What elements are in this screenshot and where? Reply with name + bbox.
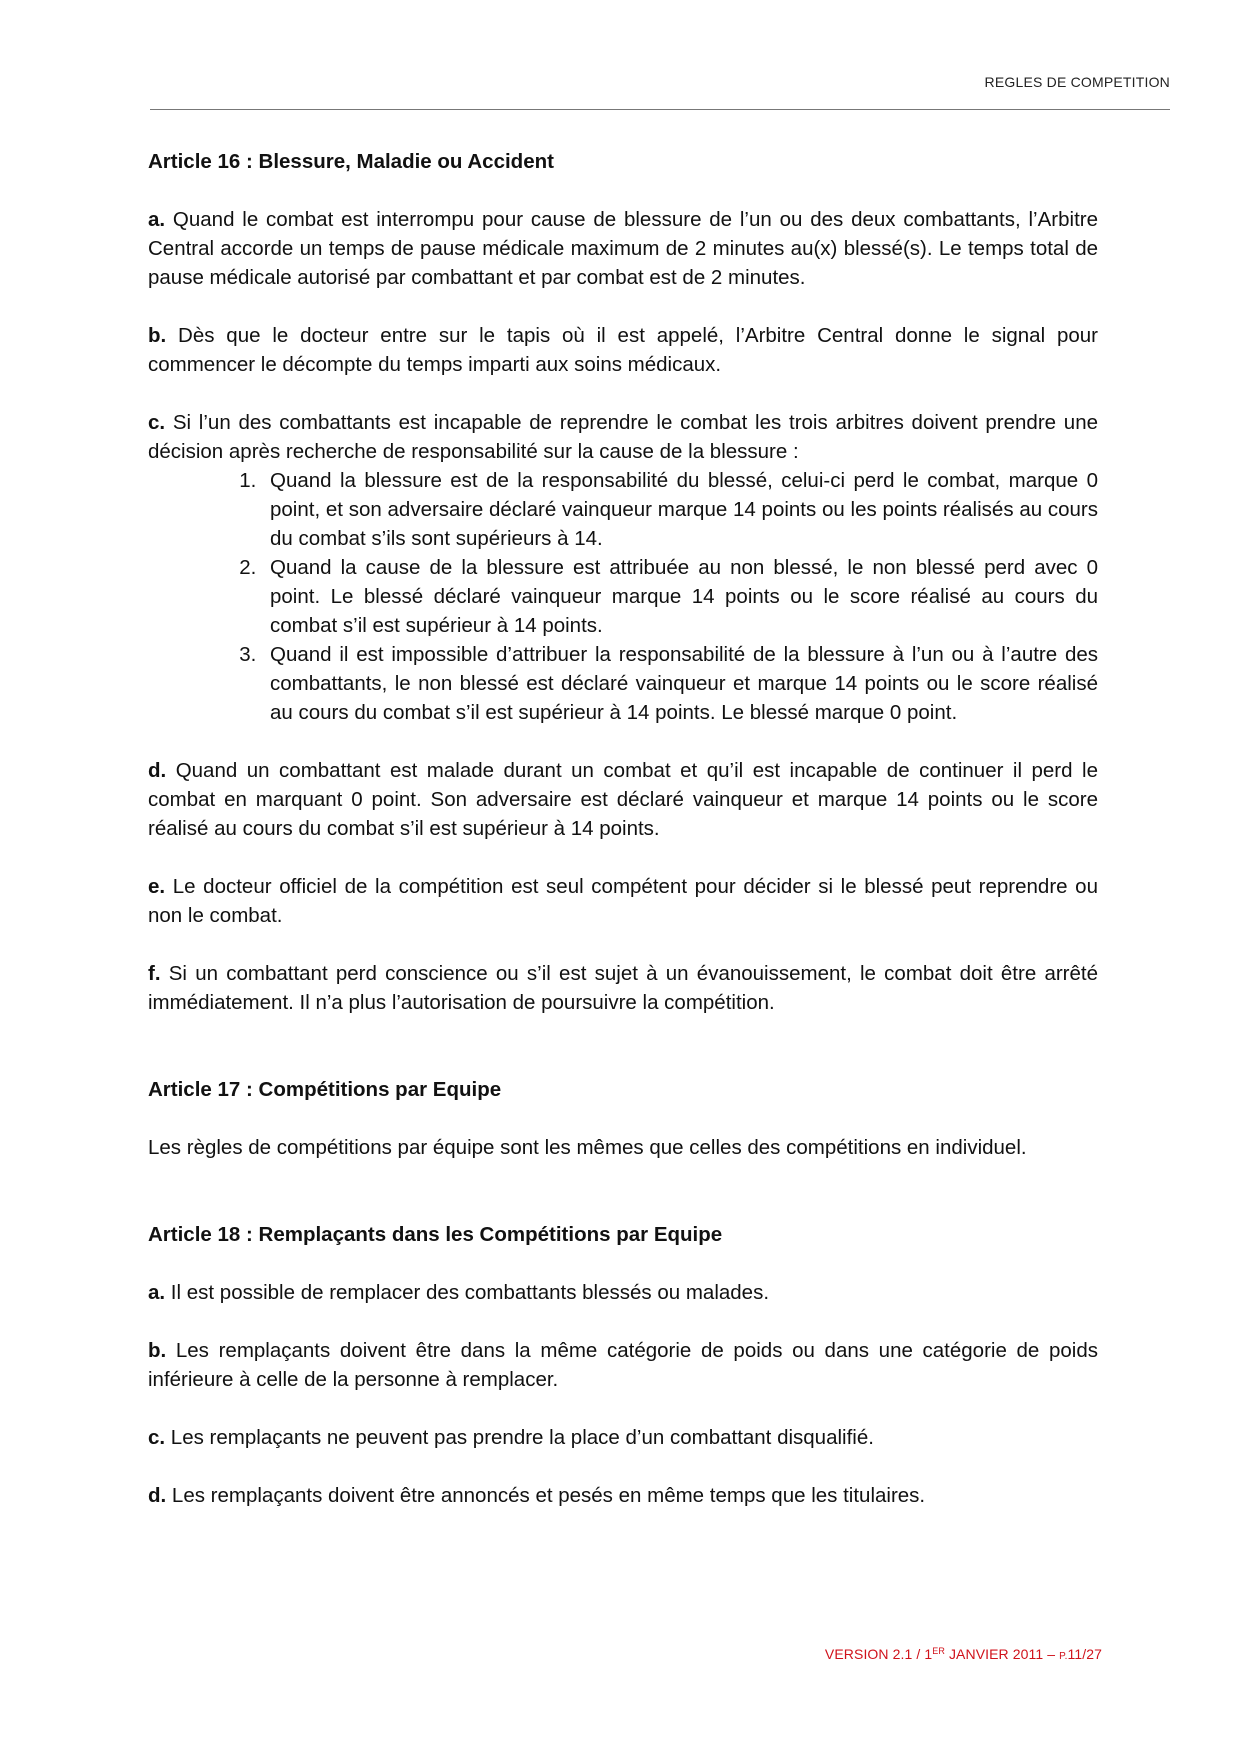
article-18-a [148, 1278, 1098, 1307]
article-16-f-label: f. [148, 962, 161, 985]
article-16-a [148, 205, 1098, 292]
article-16-f [148, 959, 1098, 1017]
article-16-a-text: Quand le combat est interrompu pour cause de blessure de l’un ou des deux combattants, l’Arbitre Central accorde un temps de pause médicale maximum de 2 minutes au(x) blessé(s). Le temps total de pause médicale autorisé par combattant et par combat est de 2 minutes. [148, 208, 1098, 289]
article-18-b [148, 1336, 1098, 1394]
article-16-d-text: Quand un combattant est malade durant un combat et qu’il est incapable de continuer il perd le combat en marquant 0 point. Son adversaire est déclaré vainqueur et marque 14 points ou le score réalisé au cours du combat s’il est supérieur à 14 points. [148, 759, 1098, 840]
footer-ordinal: ER [932, 1646, 945, 1656]
article-18-b-label: b. [148, 1339, 167, 1362]
article-18-d-label: d. [148, 1484, 167, 1507]
list-item: 2. Quand la cause de la blessure est attribuée au non blessé, le non blessé perd avec 0 point. Le blessé déclaré vainqueur marque 14 points ou le score réalisé au cours du combat s’il est supérieur à 14 points. [262, 553, 1098, 640]
article-16-title: Article 16 : Blessure, Maladie ou Accident [148, 150, 554, 173]
article-16-a-label: a. [148, 208, 166, 231]
article-16-c-label: c. [148, 411, 166, 434]
article-18-c-text: Les remplaçants ne peuvent pas prendre la place d’un combattant disqualifié. [165, 1426, 874, 1449]
running-header: REGLES DE COMPETITION [984, 74, 1170, 90]
article-18-a-text: Il est possible de remplacer des combattants blessés ou malades. [165, 1281, 770, 1304]
header-rule [150, 109, 1170, 110]
article-18-c-label: c. [148, 1426, 166, 1449]
article-16-b-text: Dès que le docteur entre sur le tapis où il est appelé, l’Arbitre Central donne le signal pour commencer le décompte du temps imparti aux soins médicaux. [148, 324, 1098, 376]
page-footer [150, 1646, 1102, 1662]
article-17-title: Article 17 : Compétitions par Equipe [148, 1078, 502, 1101]
article-16-d-label: d. [148, 759, 167, 782]
article-18-d [148, 1481, 1098, 1510]
footer-date: JANVIER 2011 – [944, 1646, 1060, 1662]
article-16-d [148, 756, 1098, 843]
article-18-d-text: Les remplaçants doivent être annoncés et pesés en même temps que les titulaires. [166, 1484, 926, 1507]
list-item: 1. Quand la blessure est de la responsabilité du blessé, celui-ci perd le combat, marque 0 point, et son adversaire déclaré vainqueur marque 14 points ou les points réalisés au cours du combat s’ils sont supérieurs à 14. [262, 466, 1098, 553]
article-16-c-list [148, 466, 1098, 727]
article-16-e-text: Le docteur officiel de la compétition est seul compétent pour décider si le blessé peut reprendre ou non le combat. [148, 875, 1098, 927]
article-16-b [148, 321, 1098, 379]
article-18-title: Article 18 : Remplaçants dans les Compétitions par Equipe [148, 1223, 723, 1246]
article-16-f-text: Si un combattant perd conscience ou s’il est sujet à un évanouissement, le combat doit être arrêté immédiatement. Il n’a plus l’autorisation de poursuivre la compétition. [148, 962, 1098, 1014]
footer-page-number: 11/27 [1067, 1646, 1102, 1662]
page-content [148, 147, 1098, 1510]
article-16-c [148, 408, 1098, 466]
footer-version: VERSION 2.1 / 1 [824, 1646, 933, 1662]
article-17-text: Les règles de compétitions par équipe sont les mêmes que celles des compétitions en individuel. [148, 1136, 1027, 1159]
article-16-e [148, 872, 1098, 930]
article-16-e-label: e. [148, 875, 166, 898]
article-16-c-text: Si l’un des combattants est incapable de reprendre le combat les trois arbitres doivent prendre une décision après recherche de responsabilité sur la cause de la blessure : [148, 411, 1098, 463]
list-item: 3. Quand il est impossible d’attribuer la responsabilité de la blessure à l’un ou à l’autre des combattants, le non blessé est déclaré vainqueur et marque 14 points ou le score réalisé au cours du combat s’il est supérieur à 14 points. Le blessé marque 0 point. [262, 640, 1098, 727]
article-18-c [148, 1423, 1098, 1452]
article-16-b-label: b. [148, 324, 167, 347]
footer-page-prefix: P. [1059, 1651, 1068, 1662]
article-18-b-text: Les remplaçants doivent être dans la même catégorie de poids ou dans une catégorie de poids inférieure à celle de la personne à remplacer. [148, 1339, 1098, 1391]
article-18-a-label: a. [148, 1281, 166, 1304]
